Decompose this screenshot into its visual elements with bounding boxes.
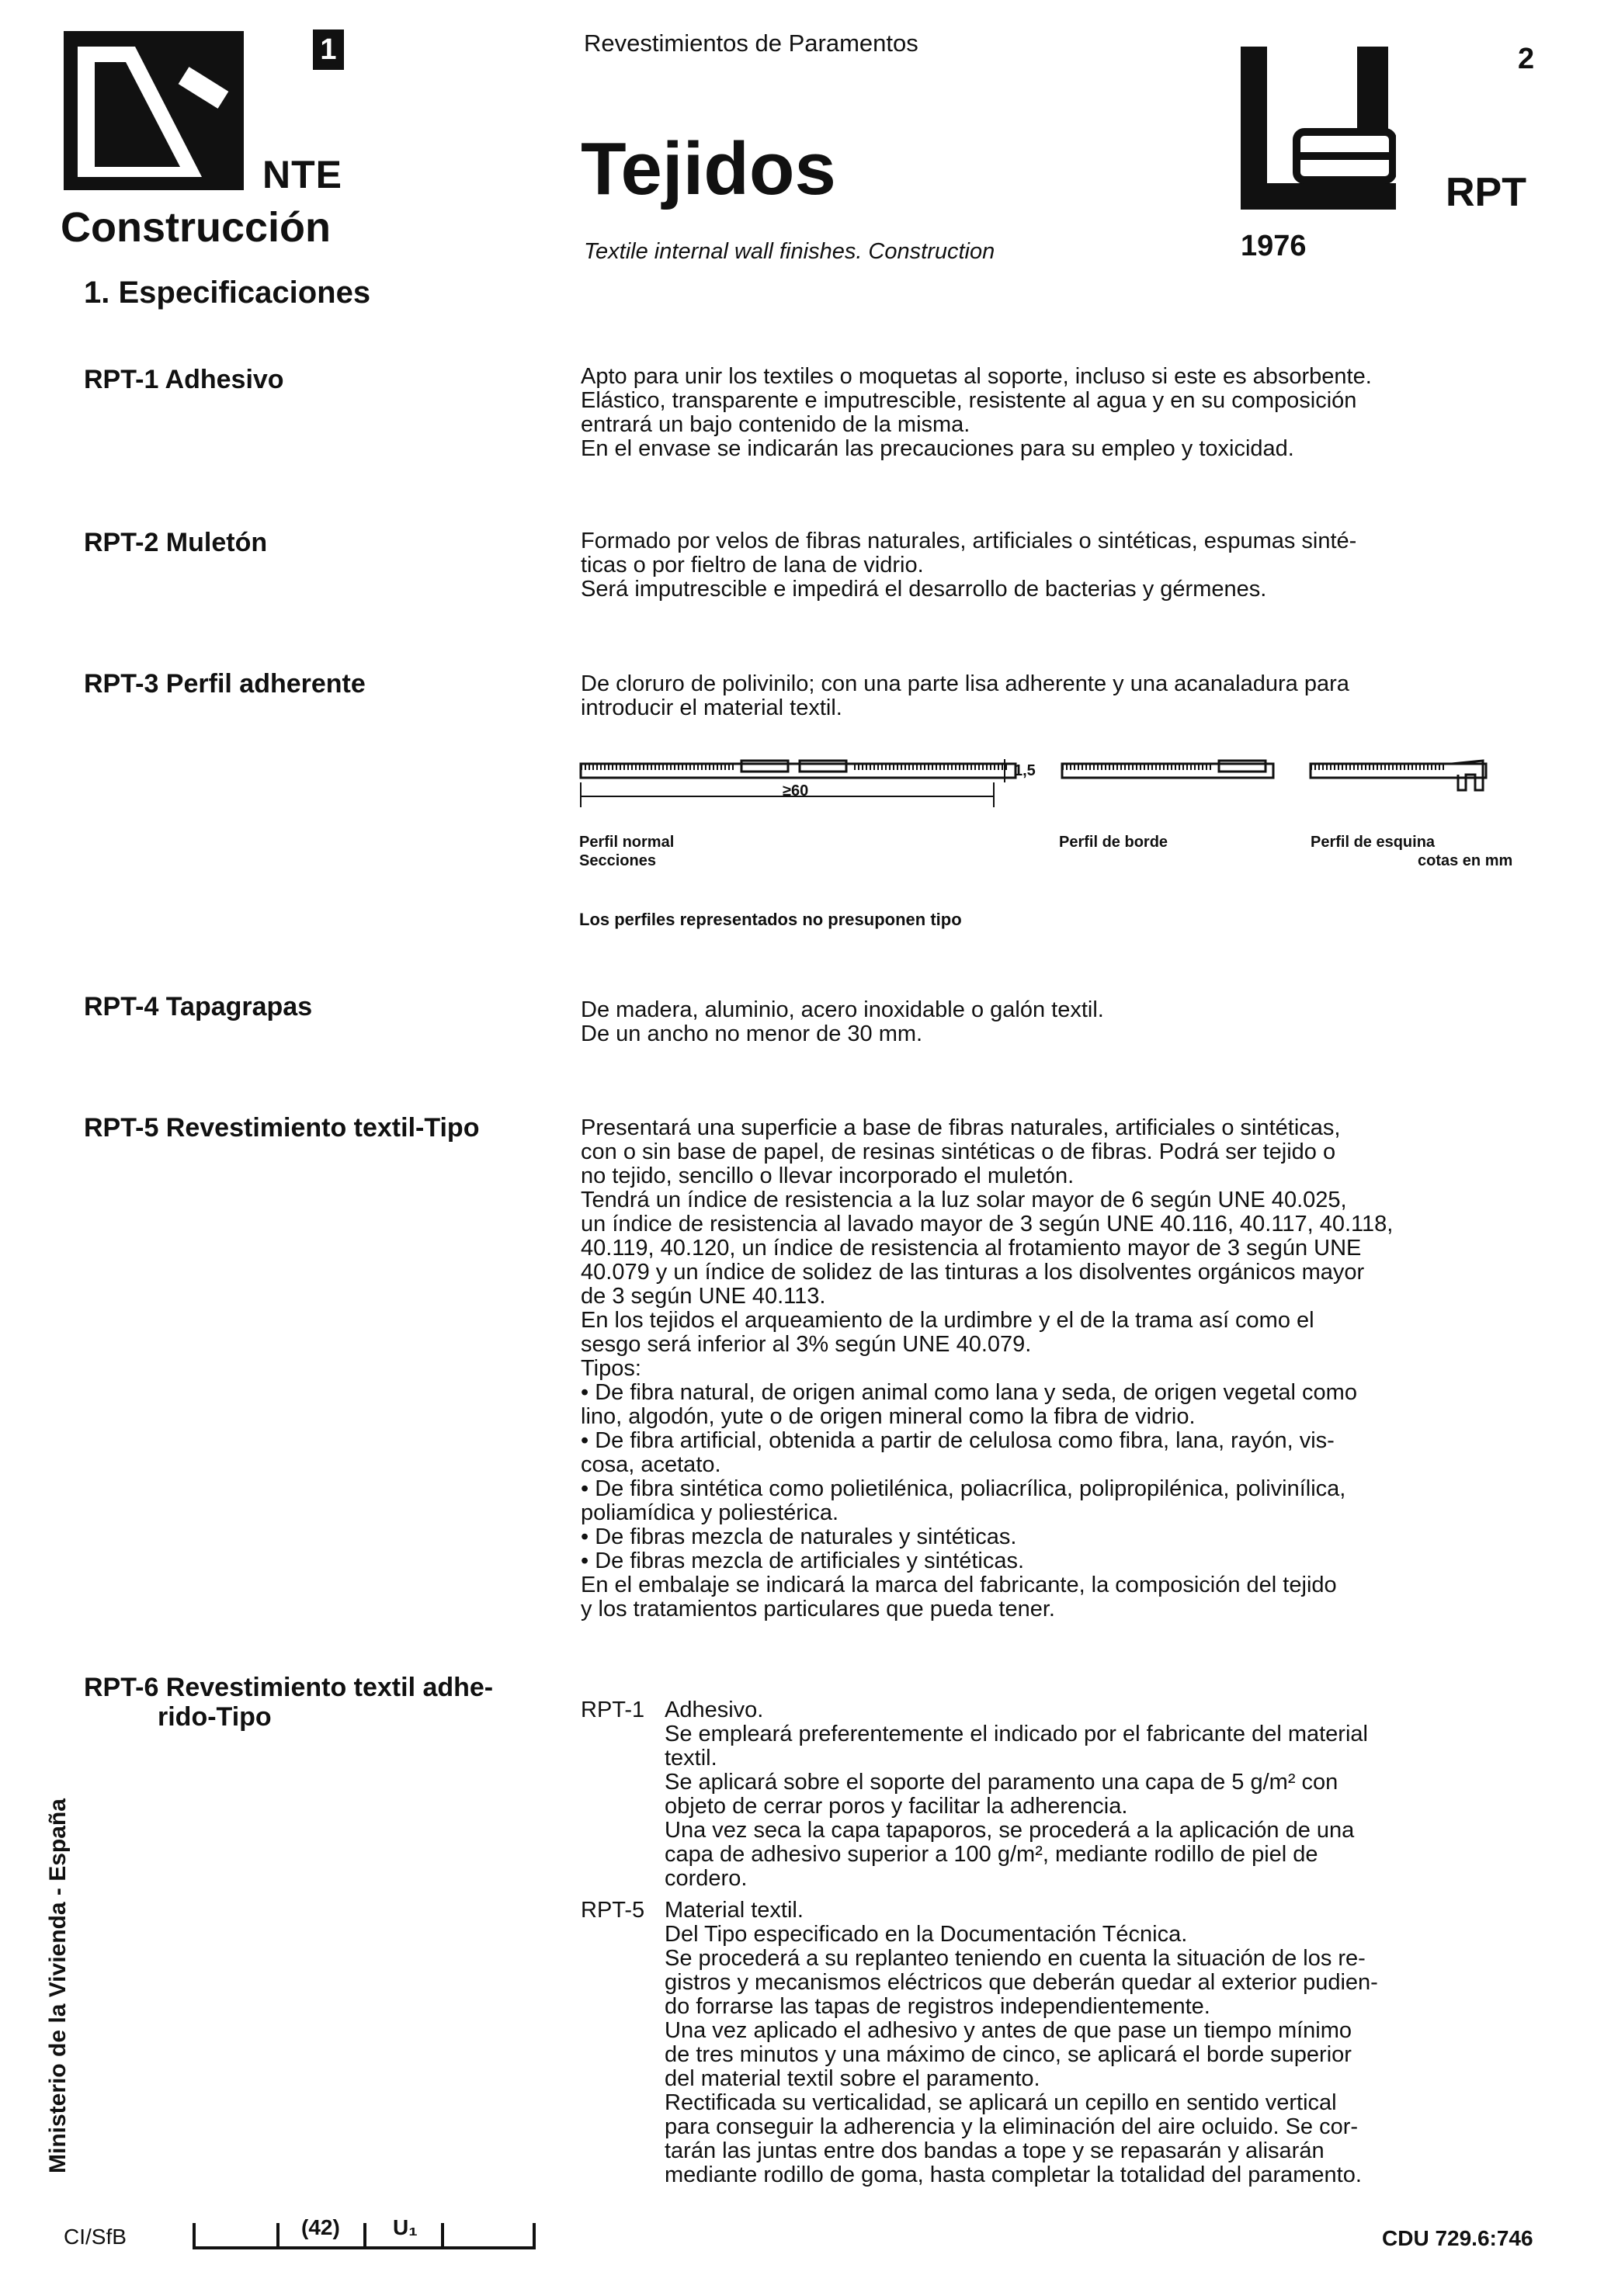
spec-label-rpt6: RPT-6 Revestimiento textil adhe- rido-Tipo <box>84 1673 494 1732</box>
sub-item-code: RPT-5 <box>581 1898 645 1923</box>
spec-text-rpt1: Apto para unir los textiles o moquetas al soporte, incluso si este es absorbente. Elástico, transparente e imputrescible, resistente al agua y en su composición entrará un bajo contenido de la misma. En el envase se indicarán las precauciones para su empleo y toxicidad. <box>581 364 1372 461</box>
profile-figure <box>575 751 1537 868</box>
cisfb-code-2: U₁ <box>393 2215 418 2239</box>
spec-text-rpt3: De cloruro de polivinilo; con una parte lisa adherente y una acanaladura para introducir el material textil. <box>581 671 1349 720</box>
spec-text-rpt4: De madera, aluminio, acero inoxidable o galón textil. De un ancho no menor de 30 mm. <box>581 997 1104 1046</box>
sub-item-code: RPT-1 <box>581 1698 645 1722</box>
trowel-logo <box>64 31 244 190</box>
label-sections: Secciones <box>579 852 656 869</box>
profile-sections-drawing <box>575 751 1537 813</box>
spec-text-rpt2: Formado por velos de fibras naturales, artificiales o sintéticas, espumas sinté- ticas o por fieltro de lana de vidrio. Será imputrescible e impedirá el desarrollo de bacterias y gérmenes. <box>581 529 1357 602</box>
label-corner-profile: Perfil de esquina <box>1311 834 1436 851</box>
spec-label-rpt5: RPT-5 Revestimiento textil-Tipo <box>84 1113 480 1143</box>
page-subtitle: Textile internal wall finishes. Construction <box>584 239 995 264</box>
edition-year: 1976 <box>1241 230 1307 262</box>
dimension-thickness: 1,5 <box>1014 762 1036 779</box>
label-edge-profile: Perfil de borde <box>1059 834 1168 851</box>
subject-title: Revestimientos de Paramentos <box>584 29 918 57</box>
spec-label-rpt3: RPT-3 Perfil adherente <box>84 669 366 699</box>
section-title: 1. Especificaciones <box>84 276 371 310</box>
rpt-logo <box>1241 47 1410 210</box>
spec-label-rpt2: RPT-2 Muletón <box>84 528 268 557</box>
spec-label-rpt1: RPT-1 Adhesivo <box>84 365 284 394</box>
dimension-min-width: ≥60 <box>783 782 809 799</box>
series-code: RPT <box>1446 170 1526 215</box>
series-number-badge: 1 <box>313 29 344 70</box>
cisfb-boxes <box>193 2214 538 2253</box>
page-title: Tejidos <box>581 127 836 210</box>
ministry-side-text: Ministerio de la Vivienda - España <box>45 1798 71 2173</box>
cisfb-label: CI/SfB <box>64 2225 127 2249</box>
spec-text-rpt5: Presentará una superficie a base de fibras naturales, artificiales o sintéticas, con o sin base de papel, de resinas sintéticas o de fibras. Podrá ser tejido o no tejido, sencillo o llevar incorporado el muletón. Tendrá un índice de resistencia a la luz solar mayor de 6 según UNE 40.025, un índice de resistencia al lavado mayor de 3 según UNE 40.116, 40.117, 40.118, 40.119, 40.120, un índice de resistencia al frotamiento mayor de 3 según UNE 40.079 y un índice de solidez de las tinturas a los disolventes orgánicos mayor de 3 según UNE 40.113. En los tejidos el arqueamiento de la urdimbre y el de la trama así como el sesgo será inferior al 3% según UNE 40.079. Tipos: • De fibra natural, de origen animal como lana y seda, de origen vegetal como lino, algodón, yute o de origen mineral como la fibra de vidrio. • De fibra artificial, obtenida a partir de celulosa como fibra, lana, rayón, vis- cosa, acetato. • De fibra sintética como polietilénica, poliacrílica, polipropilénica, polivinílica, poliamídica y poliestérica. • De fibras mezcla de naturales y sintéticas. • De fibras mezcla de artificiales y sintéticas. En el embalaje se indicará la marca del fabricante, la composición del tejido y los tratamientos particulares que pueda tener. <box>581 1115 1394 1621</box>
cisfb-code-1: (42) <box>301 2215 340 2239</box>
page-number: 2 <box>1518 43 1535 75</box>
spec-label-rpt4: RPT-4 Tapagrapas <box>84 992 313 1021</box>
cisfb-box-frame <box>193 2214 538 2253</box>
label-normal-profile: Perfil normal <box>579 834 675 851</box>
brand-construccion: Construcción <box>61 204 332 251</box>
label-units: cotas en mm <box>1418 852 1513 869</box>
cdu-code: CDU 729.6:746 <box>1382 2226 1533 2250</box>
brand-nte: NTE <box>262 153 342 196</box>
profile-note: Los perfiles representados no presuponen tipo <box>579 910 962 929</box>
